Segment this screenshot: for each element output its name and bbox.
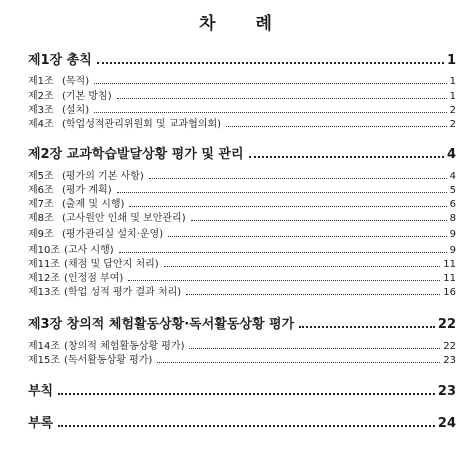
toc-item[interactable] [28, 195, 456, 210]
toc-chapter-3[interactable] [28, 313, 456, 332]
dot-leader [249, 156, 444, 158]
chapter-label: 제2장 교과학습발달상황 평가 및 관리 [28, 147, 244, 162]
article-number: 제14조 [28, 341, 61, 352]
dot-leader [299, 326, 435, 328]
article-number: 제8조 [28, 213, 54, 224]
toc-item[interactable] [28, 115, 456, 130]
toc-item[interactable] [28, 283, 456, 298]
chapter-page: 24 [437, 416, 456, 431]
dot-leader [58, 425, 435, 427]
article-page: 23 [443, 355, 456, 366]
article-number: 제6조 [28, 185, 54, 196]
toc-item[interactable] [28, 181, 456, 196]
chapter-page: 22 [437, 317, 456, 332]
article-title: (설치) [62, 105, 90, 116]
article-page: 11 [443, 259, 456, 270]
dot-leader [186, 294, 440, 295]
chapter-label: 부칙 [28, 384, 54, 399]
article-title: (평가의 기본 사항) [62, 171, 144, 182]
dot-leader [117, 98, 447, 99]
article-page: 11 [443, 273, 456, 284]
dot-leader [149, 178, 447, 179]
article-number: 제12조 [28, 273, 61, 284]
toc-item[interactable] [28, 255, 456, 270]
toc-item[interactable] [28, 72, 456, 87]
toc-supplementary[interactable] [28, 380, 456, 399]
toc-item[interactable] [28, 209, 456, 224]
article-number: 제9조 [28, 229, 54, 240]
article-number: 제3조 [28, 105, 54, 116]
article-number: 제13조 [28, 287, 61, 298]
dot-leader [97, 62, 444, 64]
toc-appendix[interactable] [28, 412, 456, 431]
article-title: (출제 및 시행) [62, 199, 125, 210]
toc-item[interactable] [28, 225, 456, 240]
article-title: (고사원안 인쇄 및 보안관리) [62, 213, 186, 224]
dot-leader [189, 348, 440, 349]
article-number: 제11조 [28, 259, 61, 270]
toc-item[interactable] [28, 241, 456, 256]
article-page: 5 [449, 185, 456, 196]
article-page: 22 [443, 341, 456, 352]
article-title: (기본 방침) [62, 91, 112, 102]
article-number: 제2조 [28, 91, 54, 102]
article-number: 제10조 [28, 245, 61, 256]
dot-leader [164, 266, 441, 267]
article-title: (채점 및 답안지 처리) [64, 259, 159, 270]
toc-chapter-2[interactable] [28, 143, 456, 162]
article-page: 1 [449, 76, 456, 87]
dot-leader [94, 112, 447, 113]
article-number: 제4조 [28, 119, 54, 130]
article-title: (목적) [62, 76, 90, 87]
article-page: 2 [449, 105, 456, 116]
article-title: (고사 시행) [64, 245, 114, 256]
dot-leader [128, 280, 440, 281]
article-title: (창의적 체험활동상황 평가) [64, 341, 185, 352]
toc-item[interactable] [28, 87, 456, 102]
article-number: 제15조 [28, 355, 61, 366]
article-number: 제7조 [28, 199, 54, 210]
article-title: (평가 계획) [62, 185, 112, 196]
chapter-page: 4 [446, 147, 456, 162]
article-page: 9 [449, 229, 456, 240]
article-title: (인정점 부여) [64, 273, 124, 284]
dot-leader [119, 252, 447, 253]
dot-leader [117, 192, 447, 193]
page-title [0, 9, 471, 34]
title-char-1: 차 [199, 14, 216, 34]
dot-leader [157, 362, 440, 363]
article-page: 1 [449, 91, 456, 102]
article-page: 16 [443, 287, 456, 298]
article-title: (독서활동상황 평가) [64, 355, 153, 366]
chapter-label: 부록 [28, 416, 54, 431]
article-title: (평가관리실 설치·운영) [62, 229, 164, 240]
dot-leader [129, 206, 446, 207]
toc-item[interactable] [28, 337, 456, 352]
article-page: 4 [449, 171, 456, 182]
dot-leader [58, 393, 435, 395]
chapter-label: 제1장 총칙 [28, 53, 92, 68]
article-number: 제5조 [28, 171, 54, 182]
article-number: 제1조 [28, 76, 54, 87]
title-char-2: 례 [255, 14, 272, 34]
toc-item[interactable] [28, 167, 456, 182]
article-page: 9 [449, 245, 456, 256]
dot-leader [191, 220, 447, 221]
toc-item[interactable] [28, 101, 456, 116]
article-page: 6 [449, 199, 456, 210]
article-title: (학업 성적 평가 결과 처리) [64, 287, 182, 298]
toc-chapter-1[interactable] [28, 49, 456, 68]
toc-item[interactable] [28, 269, 456, 284]
dot-leader [168, 236, 447, 237]
chapter-label: 제3장 창의적 체험활동상황·독서활동상황 평가 [28, 317, 295, 332]
chapter-page: 23 [437, 384, 456, 399]
toc-item[interactable] [28, 351, 456, 366]
article-page: 2 [449, 119, 456, 130]
chapter-page: 1 [446, 53, 456, 68]
article-page: 8 [449, 213, 456, 224]
dot-leader [226, 126, 447, 127]
article-title: (학업성적관리위원회 및 교과협의회) [62, 119, 222, 130]
dot-leader [94, 83, 447, 84]
